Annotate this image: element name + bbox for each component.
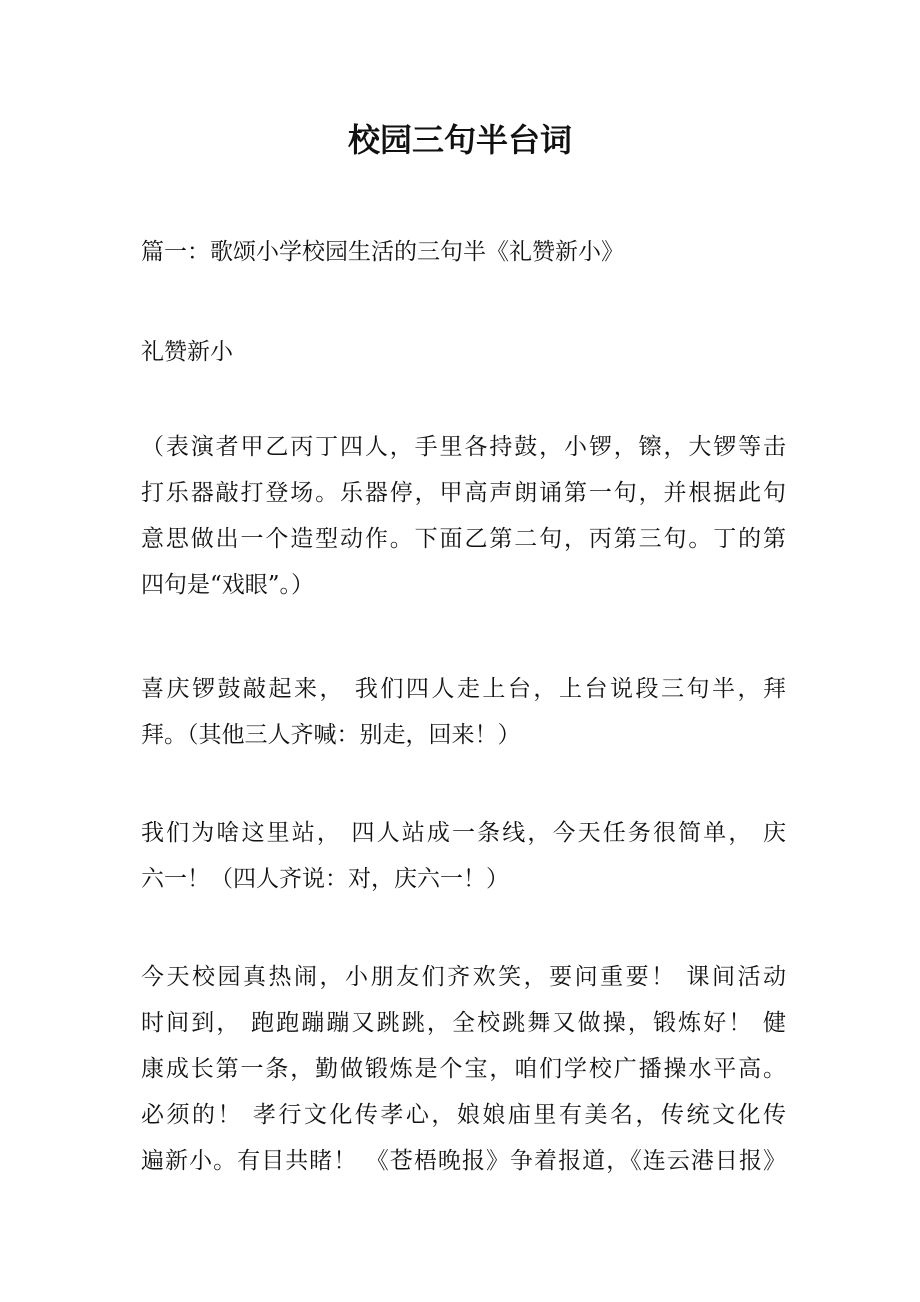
verse-line: 拜。（其他三人齐喊：别走，回来！） [141, 722, 521, 748]
verse-line: 时间到， 跑跑蹦蹦又跳跳，全校跳舞又做操，锻炼好！ 健 [141, 1010, 786, 1036]
verse-line: 喜庆锣鼓敲起来， 我们四人走上台，上台说段三句半，拜 [141, 676, 786, 702]
verse-line: 六一！（四人齐说：对，庆六一！） [141, 866, 509, 892]
intro-line: 打乐器敲打登场。乐器停，甲高声朗诵第一句，并根据此句 [141, 480, 786, 506]
subtitle [141, 329, 786, 375]
intro-line: 意思做出一个造型动作。下面乙第二句，丙第三句。丁的第 [141, 526, 786, 552]
verse-line: 必须的！ 孝行文化传孝心，娘娘庙里有美名，传统文化传 [141, 1102, 786, 1128]
section-heading [141, 229, 786, 275]
section-heading-text: 篇一：歌颂小学校园生活的三句半《礼赞新小》 [141, 239, 624, 265]
intro-paragraph [141, 424, 786, 608]
verse-line: 今天校园真热闹，小朋友们齐欢笑，要问重要！ 课间活动 [141, 964, 786, 990]
verse-line: 我们为啥这里站， 四人站成一条线，今天任务很简单， 庆 [141, 820, 786, 846]
verse-line: 遍新小。有目共睹！ 《苍梧晚报》争着报道，《连云港日报》 [141, 1148, 786, 1174]
verse-paragraph-2 [141, 810, 786, 902]
intro-line: 四句是“戏眼”。） [141, 572, 315, 598]
verse-line: 康成长第一条，勤做锻炼是个宝，咱们学校广播操水平高。 [141, 1056, 786, 1082]
subtitle-text: 礼赞新小 [141, 339, 233, 365]
intro-line: （表演者甲乙丙丁四人，手里各持鼓，小锣，镲，大锣等击 [141, 434, 786, 460]
verse-paragraph-3 [141, 954, 786, 1184]
document-title: 校园三句半台词 [347, 121, 572, 159]
verse-paragraph-1 [141, 666, 786, 758]
